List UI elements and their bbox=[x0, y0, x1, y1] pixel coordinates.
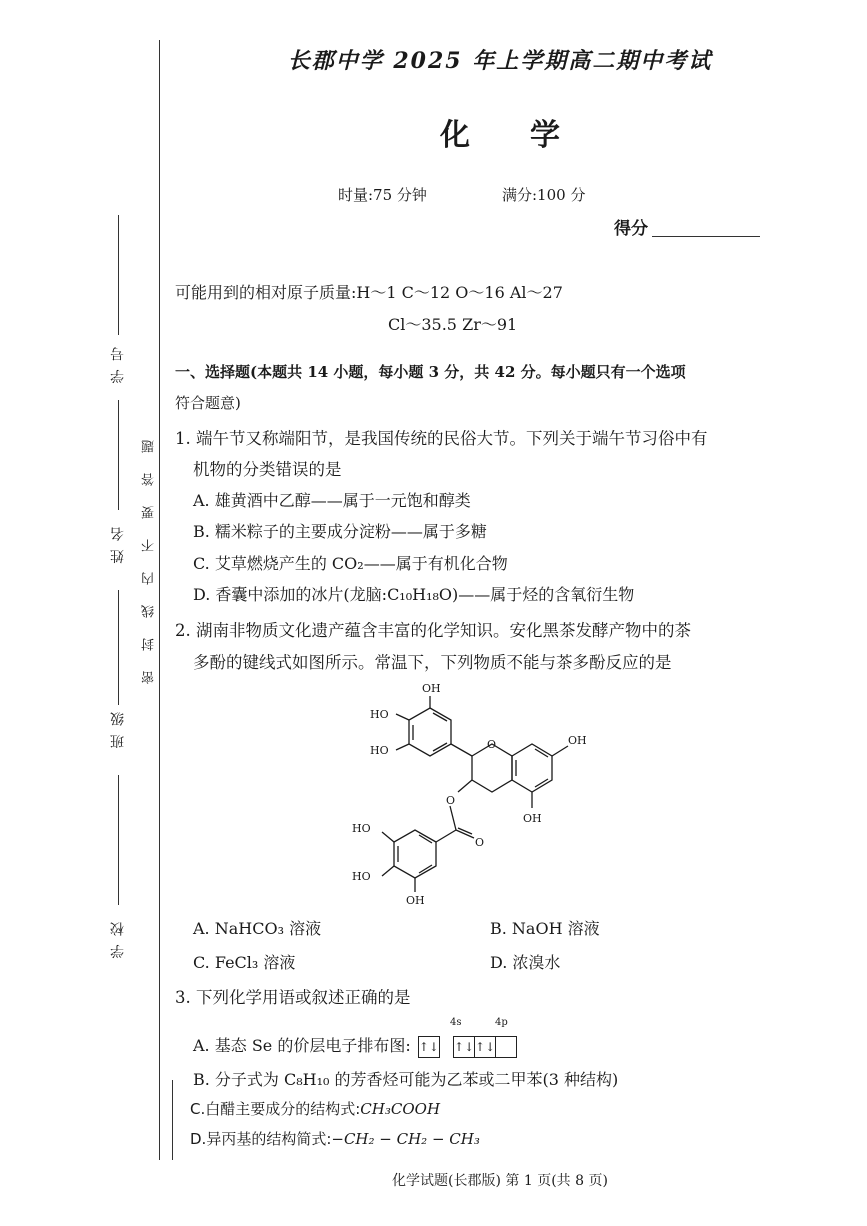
class-blank[interactable] bbox=[118, 590, 119, 705]
q3-option-d[interactable] bbox=[190, 1128, 480, 1149]
q2-option-c[interactable]: C. FeCl₃ 溶液 bbox=[193, 953, 296, 972]
q1-option-d[interactable]: D. 香囊中添加的冰片(龙脑:C₁₀H₁₈O)——属于烃的含氧衍生物 bbox=[193, 585, 635, 604]
orbital-4s-label: 4s bbox=[450, 1017, 462, 1028]
orbital-4p-box-2: ↑↓ bbox=[474, 1036, 496, 1058]
q3-option-b[interactable]: B. 分子式为 C₈H₁₀ 的芳香烃可能为乙苯或二甲苯(3 种结构) bbox=[193, 1070, 619, 1089]
binding-line-lower bbox=[172, 1080, 173, 1160]
subject-title: 化学 bbox=[440, 118, 620, 153]
atomic-mass-line1: 可能用到的相对原子质量:H～1 C～12 O～16 Al～27 bbox=[175, 283, 563, 302]
q3-option-a-text: A. 基态 Se 的价层电子排布图: bbox=[193, 1036, 411, 1055]
binding-line bbox=[159, 40, 160, 1160]
q2-stem-line2: 多酚的键线式如图所示。常温下，下列物质不能与茶多酚反应的是 bbox=[193, 653, 672, 672]
q3-option-c-formula: CH₃COOH bbox=[360, 1100, 441, 1118]
q1-option-c[interactable]: C. 艾草燃烧产生的 CO₂——属于有机化合物 bbox=[193, 554, 508, 573]
q3-option-c[interactable] bbox=[190, 1098, 440, 1119]
label-o-ring: O bbox=[487, 738, 497, 751]
label-ho-upper: HO bbox=[370, 708, 389, 721]
tea-polyphenol-structure bbox=[340, 680, 600, 910]
section1-heading-line2: 符合题意) bbox=[175, 394, 241, 412]
name-blank[interactable] bbox=[118, 400, 119, 510]
section1-heading-line1: 一、选择题(本题共 14 小题，每小题 3 分，共 42 分。每小题只有一个选项 bbox=[175, 363, 686, 381]
label-ho-gallic-lower: HO bbox=[352, 870, 371, 883]
score-blank[interactable] bbox=[652, 236, 760, 237]
label-ho-middle: HO bbox=[370, 744, 389, 757]
label-o-carbonyl: O bbox=[475, 836, 485, 849]
q1-option-a[interactable]: A. 雄黄酒中乙醇——属于一元饱和醇类 bbox=[193, 491, 471, 510]
school-blank[interactable] bbox=[118, 775, 119, 905]
q2-stem-line1: 2. 湖南非物质文化遗产蕴含丰富的化学知识。安化黑茶发酵产物中的茶 bbox=[175, 621, 691, 640]
q3-option-d-formula: −CH₂ − CH₂ − CH₃ bbox=[331, 1130, 480, 1148]
orbital-4p-box-1: ↑↓ bbox=[453, 1036, 475, 1058]
class-label: 班 级 bbox=[110, 710, 126, 749]
section1-heading bbox=[175, 361, 686, 382]
label-oh-lower-right: OH bbox=[523, 812, 542, 825]
q2-option-a[interactable]: A. NaHCO₃ 溶液 bbox=[193, 919, 322, 938]
score-label: 得分 bbox=[614, 219, 648, 239]
seal-notice: 密封线内不要答题 bbox=[142, 420, 157, 684]
label-oh-right: OH bbox=[568, 734, 587, 747]
q3-option-a[interactable] bbox=[193, 1033, 517, 1058]
label-ho-gallic-upper: HO bbox=[352, 822, 371, 835]
q1-stem-line1: 1. 端午节又称端阳节，是我国传统的民俗大节。下列关于端午节习俗中有 bbox=[175, 429, 708, 448]
page-footer: 化学试题(长郡版) 第 1 页(共 8 页) bbox=[392, 1173, 608, 1189]
label-oh-top: OH bbox=[422, 682, 441, 695]
label-o-ester: O bbox=[446, 794, 456, 807]
atomic-mass-line2: Cl～35.5 Zr～91 bbox=[388, 315, 518, 334]
name-label: 姓 名 bbox=[110, 525, 126, 564]
school-label: 学 校 bbox=[110, 920, 126, 959]
ring-trihydroxyphenyl bbox=[409, 708, 451, 756]
q3-option-c-text: C.白醋主要成分的结构式: bbox=[190, 1100, 361, 1118]
q3-option-d-text: D.异丙基的结构简式: bbox=[190, 1130, 332, 1148]
orbital-4p-label: 4p bbox=[495, 1017, 508, 1028]
label-oh-gallic-bottom: OH bbox=[406, 894, 425, 907]
q1-option-b[interactable]: B. 糯米粽子的主要成分淀粉——属于多糖 bbox=[193, 522, 487, 541]
full-score: 满分:100 分 bbox=[502, 186, 586, 204]
q1-stem-line2: 机物的分类错误的是 bbox=[193, 460, 342, 479]
orbital-4p-box-3 bbox=[495, 1036, 517, 1058]
exam-title: 长郡中学 2025 年上学期高二期中考试 bbox=[287, 48, 713, 74]
q2-option-d[interactable]: D. 浓溴水 bbox=[490, 953, 561, 972]
student-id-label: 学 号 bbox=[110, 345, 126, 384]
q3-stem: 3. 下列化学用语或叙述正确的是 bbox=[175, 988, 411, 1007]
orbital-4s-box: ↑↓ bbox=[418, 1036, 440, 1058]
exam-time: 时量:75 分钟 bbox=[338, 186, 427, 204]
q2-option-b[interactable]: B. NaOH 溶液 bbox=[490, 919, 600, 938]
student-id-blank[interactable] bbox=[118, 215, 119, 335]
